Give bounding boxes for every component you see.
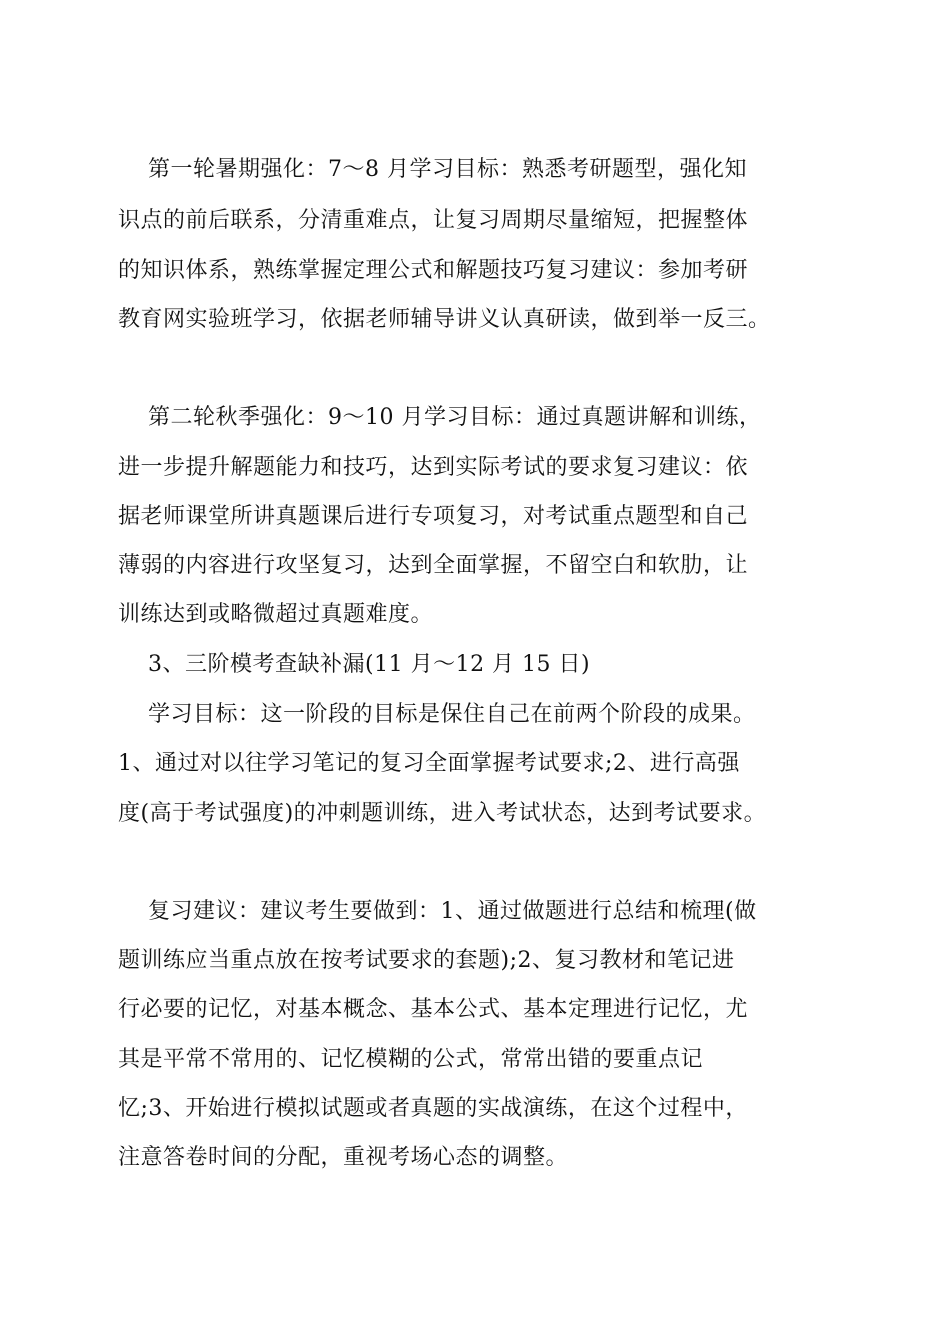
text-line: 学习目标：这一阶段的目标是保住自己在前两个阶段的成果。 [148, 702, 756, 727]
text-line: 复习建议：建议考生要做到：1、通过做题进行总结和梳理(做 [148, 899, 757, 924]
text-line: 进一步提升解题能力和技巧，达到实际考试的要求复习建议：依 [118, 455, 749, 480]
section-heading: 3、三阶模考查缺补漏(11 月～12 月 15 日) [148, 652, 591, 677]
text-line: 的知识体系，熟练掌握定理公式和解题技巧复习建议：参加考研 [118, 258, 749, 283]
text-line: 度(高于考试强度)的冲刺题训练，进入考试状态，达到考试要求。 [118, 801, 767, 826]
text-line: 1、通过对以往学习笔记的复习全面掌握考试要求;2、进行高强 [118, 751, 740, 776]
text-line: 忆;3、开始进行模拟试题或者真题的实战演练，在这个过程中， [118, 1096, 748, 1121]
text-line: 薄弱的内容进行攻坚复习，达到全面掌握，不留空白和软肋，让 [118, 553, 749, 578]
text-line: 注意答卷时间的分配，重视考场心态的调整。 [118, 1145, 569, 1170]
text-line: 训练达到或略微超过真题难度。 [118, 602, 434, 627]
text-line: 识点的前后联系，分清重难点，让复习周期尽量缩短，把握整体 [118, 208, 749, 233]
text-line: 题训练应当重点放在按考试要求的套题);2、复习教材和笔记进 [118, 948, 735, 973]
text-line: 第二轮秋季强化：9～10 月学习目标：通过真题讲解和训练， [148, 405, 762, 430]
text-line: 据老师课堂所讲真题课后进行专项复习，对考试重点题型和自己 [118, 504, 749, 529]
text-line: 教育网实验班学习，依据老师辅导讲义认真研读，做到举一反三。 [118, 307, 771, 332]
text-line: 行必要的记忆，对基本概念、基本公式、基本定理进行记忆，尤 [118, 997, 749, 1022]
text-line: 第一轮暑期强化：7～8 月学习目标：熟悉考研题型，强化知 [148, 157, 747, 182]
text-line: 其是平常不常用的、记忆模糊的公式，常常出错的要重点记 [118, 1047, 704, 1072]
